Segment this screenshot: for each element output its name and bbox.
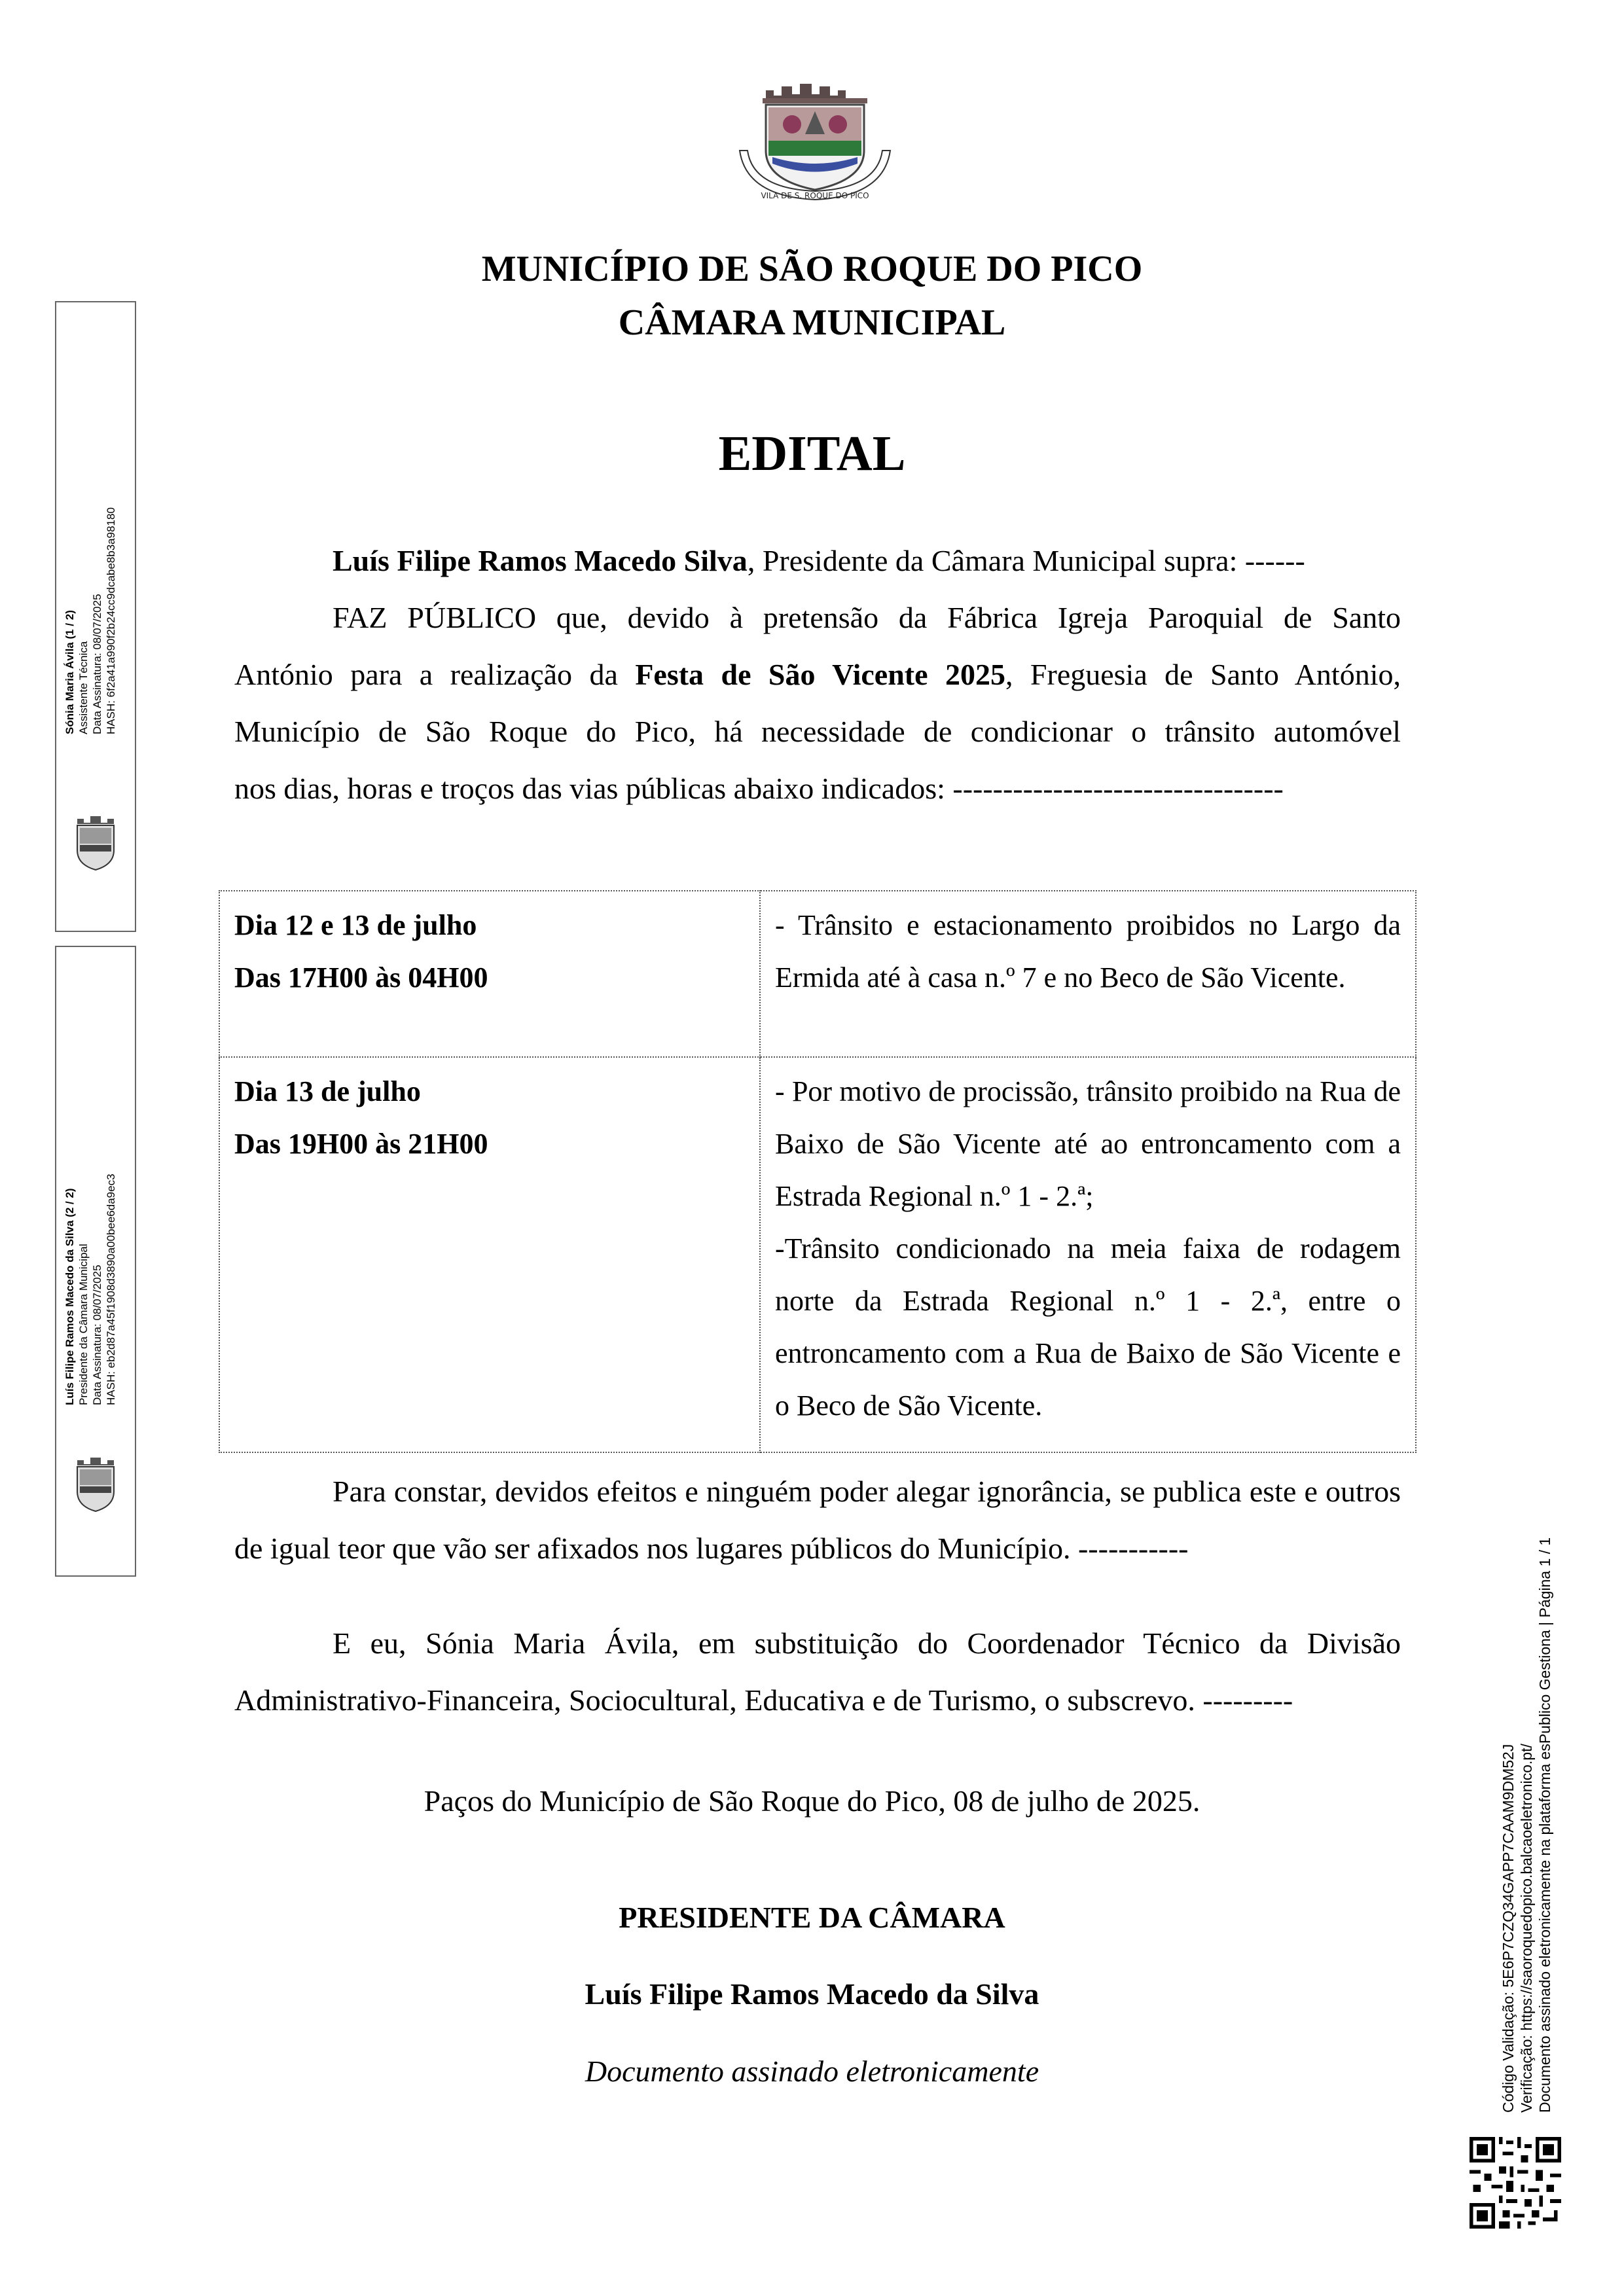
schedule-cell-when	[219, 891, 760, 1057]
crest-motto: VILA DE S. ROQUE DO PICO	[761, 191, 869, 200]
intro-line	[234, 532, 1401, 589]
side-signer-hash: HASH: eb2d87a45f1908d3890a00bee6da9ec3	[105, 1174, 117, 1405]
intro-paragraph	[234, 532, 1401, 817]
document-title: EDITAL	[718, 426, 906, 481]
validation-block	[1499, 1537, 1554, 2113]
signature-name: Luís Filipe Ramos Macedo da Silva	[585, 1977, 1039, 2011]
schedule-text: - Trânsito e estacionamento proibidos no Largo da Ermida até à casa n.º 7 e no Beco de São Vicente.	[775, 909, 1401, 994]
schedule-text-2: -Trânsito condicionado na meia faixa de rodagem norte da Estrada Regional n.º 1 - 2.ª, entre o entroncamento com a Rua de Baixo de São Vicente e o Beco de São Vicente.	[775, 1232, 1401, 1422]
closing-paragraph-1: Para constar, devidos efeitos e ninguém poder alegar ignorância, se publica este e outros de igual teor que vão ser afixados nos lugares públicos do Município. -----------	[234, 1475, 1401, 1565]
schedule-day: Dia 13 de julho	[234, 1075, 421, 1107]
municipal-crest-logo	[727, 72, 903, 203]
body-line-2-a: António para a realização da	[234, 658, 636, 691]
schedule-hours: Das 19H00 às 21H00	[234, 1128, 488, 1160]
side-signer-date: Data Assinatura: 08/07/2025	[91, 594, 103, 734]
place-date: Paços do Município de São Roque do Pico, 08 de julho de 2025.	[424, 1784, 1200, 1818]
schedule-cell-text	[760, 1057, 1416, 1452]
body-line-3: Município de São Roque do Pico, há necessidade de condicionar o trânsito automóvel	[234, 715, 1401, 748]
side-signature-text	[63, 1174, 118, 1405]
schedule-day: Dia 12 e 13 de julho	[234, 909, 477, 941]
side-signature-text	[63, 507, 118, 734]
signature-role: PRESIDENTE DA CÂMARA	[619, 1901, 1005, 1934]
header-municipality: MUNICÍPIO DE SÃO ROQUE DO PICO	[481, 249, 1143, 289]
side-signer-hash: HASH: 6f2a41a990f2b24cc9dcabe8b3a98180	[105, 507, 117, 734]
schedule-cell-when	[219, 1057, 760, 1452]
closing-paragraph-2: E eu, Sónia Maria Ávila, em substituição do Coordenador Técnico da Divisão Administrativo-Financeira, Sociocultural, Educativa e de Turismo, o subscrevo. ---------	[234, 1626, 1401, 1717]
side-signer-date: Data Assinatura: 08/07/2025	[91, 1265, 103, 1405]
schedule-hours: Das 17H00 às 04H00	[234, 961, 488, 994]
side-signer-name: Sónia Maria Ávila (1 / 2)	[63, 610, 76, 734]
side-signer-role: Presidente da Câmara Municipal	[77, 1244, 90, 1405]
body-line-1: FAZ PÚBLICO que, devido à pretensão da Fábrica Igreja Paroquial de Santo	[333, 601, 1401, 634]
crest-mini-icon	[68, 1451, 123, 1516]
qr-code-icon	[1470, 2137, 1561, 2229]
side-signature-box-2	[55, 946, 136, 1577]
festival-name: Festa de São Vicente 2025	[635, 658, 1005, 691]
body-line-4: nos dias, horas e troços das vias públicas abaixo indicados: ---------------------------------	[234, 772, 1284, 805]
table-row	[219, 1057, 1416, 1452]
crest-mini-icon	[68, 810, 123, 875]
intro-rest: , Presidente da Câmara Municipal supra: ------	[747, 544, 1305, 577]
validation-platform: Documento assinado eletronicamente na plataforma esPublico Gestiona | Página 1 / 1	[1536, 1537, 1553, 2113]
president-name: Luís Filipe Ramos Macedo Silva	[333, 544, 748, 577]
table-row	[219, 891, 1416, 1057]
validation-code: Código Validação: 5E6P7CZQ34GAPP7CAAM9DM52J	[1500, 1744, 1517, 2113]
side-signer-name: Luís Filipe Ramos Macedo da Silva (2 / 2)	[63, 1188, 76, 1405]
validation-url: Verificação: https://saoroquedopico.balcaoeletronico.pt/	[1518, 1744, 1535, 2113]
schedule-cell-text	[760, 891, 1416, 1057]
body-line-2	[234, 646, 1401, 703]
header-council: CÂMARA MUNICIPAL	[618, 302, 1006, 343]
schedule-table	[219, 890, 1416, 1453]
signature-note: Documento assinado eletronicamente	[585, 2054, 1039, 2088]
side-signature-box-1	[55, 301, 136, 932]
body-line-2-c: , Freguesia de Santo António,	[1005, 658, 1401, 691]
schedule-text-1: - Por motivo de procissão, trânsito proibido na Rua de Baixo de São Vicente até ao entroncamento com a Estrada Regional n.º 1 - 2.ª;	[775, 1075, 1401, 1212]
side-signer-role: Assistente Técnica	[77, 641, 90, 734]
